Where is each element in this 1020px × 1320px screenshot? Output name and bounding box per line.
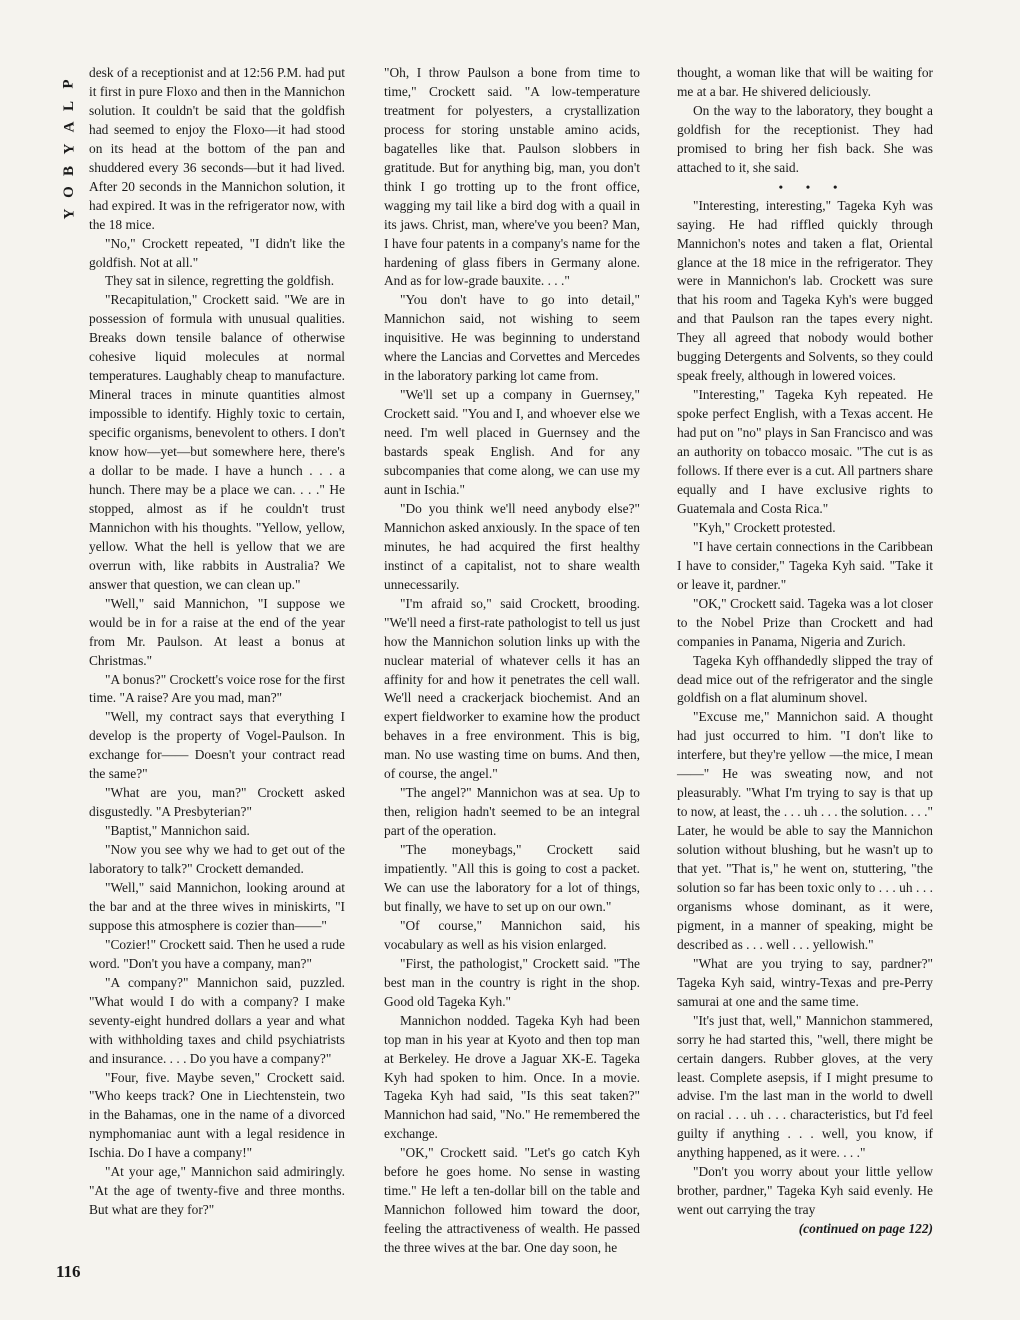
paragraph: "Cozier!" Crockett said. Then he used a rude word. "Don't you have a company, man?": [89, 936, 345, 971]
paragraph: "Four, five. Maybe seven," Crockett said. "Who keeps track? One in Liechtenstein, two in the Bahamas, one in the name of a divorced nymphomaniac aunt with a legal residence in Ischia. Do I have a company!": [89, 1069, 345, 1161]
text-column-1: [89, 64, 345, 1220]
paragraph: "Excuse me," Mannichon said. A thought had just occurred to him. "I don't like to interfere, but they're yellow —the mice, I mean——" He was sweating now, and not pleasurably. "What I'm trying to say is that up to now, at least, the . . . uh . . . the solution. . . ." Later, he would be able to say the Mannichon solution without blushing, but he wasn't up to that yet. "That is," he went on, stuttering, "the solution so far has been toxic only to . . . uh . . . organisms whose dominant, as it were, pigment, in a manner of speaking, might be described as . . . well . . . yellowish.": [677, 709, 933, 952]
paragraph: "It's just that, well," Mannichon stammered, sorry he had started this, "well, there might be certain dangers. Rubber gloves, at the very least. Complete asepsis, if I might presume to advise. I'm the last man in the world to dwell on racial . . . uh . . . characteristics, but I'd feel guilty if anything . . . well, you know, if anything happened, as it were. . . .": [677, 1012, 933, 1161]
paragraph: Mannichon nodded. Tageka Kyh had been top man in his year at Kyoto and then top man at Berkeley. He drove a Jaguar XK-E. Tageka Kyh had spoken to him. Once. In a movie. Tageka Kyh had said, "Is this seat taken?" Mannichon had said, "No." He remembered the exchange.: [384, 1012, 640, 1142]
paragraph: "Interesting," Tageka Kyh repeated. He spoke perfect English, with a Texas accent. He had put on "no" plays in San Francisco and was an authority on tobacco mosaic. "The cut is as follows. If there ever is a cut. All partners share equally and I have exclusive rights to Guatemala and Costa Rica.": [677, 387, 933, 516]
paragraph: "Kyh," Crockett protested.: [693, 519, 836, 535]
paragraph: "First, the pathologist," Crockett said. "The best man in the country is right in the shop. Good old Tageka Kyh.": [384, 955, 640, 1009]
page-number: 116: [56, 1262, 81, 1281]
paragraph: "Interesting, interesting," Tageka Kyh was saying. He had riffled quickly through Mannichon's notes and taken a flat, Oriental glance at the 18 mice in the refrigerator. They were in Mannichon's lab. Crockett was sure that his room and Tageka Kyh's were bugged and that Paulson ran the tapes every night. They all agreed that nobody would bother bugging Detergents and Solvents, so they could speak freely, although in lowered voices.: [677, 197, 933, 384]
running-head-letter: A: [61, 121, 77, 133]
running-head-letter: L: [60, 100, 77, 111]
paragraph: "What are you, man?" Crockett asked disgustedly. "A Presbyterian?": [89, 785, 345, 820]
continued-note: (continued on page 122): [798, 1221, 933, 1237]
paragraph: thought, a woman like that will be waiting for me at a bar. He shivered deliciously.: [677, 65, 933, 99]
paragraph: "OK," Crockett said. Tageka was a lot closer to the Nobel Prize than Crockett and had companies in Panama, Nigeria and Zurich.: [677, 595, 933, 649]
paragraph: "Oh, I throw Paulson a bone from time to time," Crockett said. "A low-temperature treatment for polyesters, a crystallization process for storing unstable amino acids, bagatelles like that. Paulson slobbers in gratitude. But for anything big, man, you don't think I go trotting up to the front office, wagging my tail like a bird dog with a quail in its jaws. Christ, man, where've you been? Man, I have four patents in a company's name for the hardening of glass fibers in Germany alone. And as for low-grade bauxite. . . .": [384, 65, 640, 289]
paragraph: "Don't you worry about your little yellow brother, pardner," Tageka Kyh said evenly. He went out carrying the tray: [677, 1164, 933, 1218]
paragraph: "Recapitulation," Crockett said. "We are in possession of formula with unusual qualities. Breaks down tensile balance of otherwise cohesive liquid molecules at normal temperatures. Laughably cheap to manufacture. Mineral traces in minute quantities almost impossible to identify. Highly toxic to certain, specific organisms, benevolent to others. I don't know how—yet—but somewhere here, there's a dollar to be made. I have a hunch . . . a hunch. There may be a place we can. . . ." He stopped, almost as if he couldn't trust Mannichon with his thoughts. "Yellow, yellow, yellow. What the hell is yellow that we are overrun with, like rabbits in Australia? We answer that question, we can clean up.": [89, 292, 345, 592]
paragraph: "Now you see why we had to get out of the laboratory to talk?" Crockett demanded.: [89, 842, 345, 877]
paragraph: "The angel?" Mannichon was at sea. Up to then, religion hadn't seemed to be an integral part of the operation.: [384, 785, 640, 839]
running-head: [58, 74, 80, 224]
paragraph: "Baptist," Mannichon said.: [105, 823, 250, 839]
paragraph: On the way to the laboratory, they bought a goldfish for the receptionist. They had promised to bring her fish back. She was attached to it, she said.: [677, 102, 933, 175]
paragraph: "We'll set up a company in Guernsey," Crockett said. "You and I, and whoever else we need. I'm well placed in Guernsey and the bastards speak English. And for any subcompanies that come along, we can use my aunt in Ischia.": [384, 387, 640, 497]
paragraph: "A bonus?" Crockett's voice rose for the first time. "A raise? Are you mad, man?": [89, 671, 345, 706]
section-break: • • •: [778, 179, 848, 194]
paragraph: "A company?" Mannichon said, puzzled. "What would I do with a company? I make seventy-eight hundred dollars a year and what with withholding taxes and child psychiatrists and insurance. . . . Do you have a company?": [89, 974, 345, 1066]
paragraph: "I'm afraid so," said Crockett, brooding. "We'll need a first-rate pathologist to tell us just how the Mannichon solution links up with the nuclear material of whatever cells it has an affinity for and how it penetrates the cell wall. We'll need a crackerjack biochemist. And an expert fieldworker to examine how the product behaves in a free environment. This is big, man. No use wasting time on bums. And then, of course, the angel.": [384, 595, 640, 782]
paragraph: "Well, my contract says that everything I develop is the property of Vogel-Paulson. In exchange for—— Doesn't your contract read the same?": [89, 709, 345, 782]
paragraph: "The moneybags," Crockett said impatiently. "All this is going to cost a packet. We can use the laboratory for a lot of things, but finally, we have to set up on our own.": [384, 842, 640, 914]
paragraph: "You don't have to go into detail," Mannichon said, not wishing to seem inquisitive. He was beginning to understand where the Lancias and Corvettes and Mercedes in the laboratory parking lot came from.: [384, 292, 640, 384]
running-head-letter: O: [60, 186, 77, 199]
paragraph: "Do you think we'll need anybody else?" Mannichon asked anxiously. In the space of ten minutes, he had acquired the first healthy instinct of a capitalist, not to share wealth unnecessarily.: [384, 500, 640, 592]
paragraph: "At your age," Mannichon said admiringly. "At the age of twenty-five and three months. But what are they for?": [89, 1164, 345, 1218]
paragraph: "Well," said Mannichon, looking around at the bar and at the three wives in miniskirts, "I suppose this atmosphere is cozier than——": [89, 879, 345, 933]
running-head-letter: P: [60, 79, 77, 89]
paragraph: "What are you trying to say, pardner?" Tageka Kyh said, wintry-Texas and pre-Perry samurai at one and the same time.: [677, 955, 933, 1009]
paragraph: They sat in silence, regretting the goldfish.: [105, 273, 335, 289]
paragraph: Tageka Kyh offhandedly slipped the tray of dead mice out of the refrigerator and the single goldfish on a flat aluminum shovel.: [677, 652, 933, 706]
text-column-3: [677, 64, 933, 1239]
paragraph: desk of a receptionist and at 12:56 P.M. had put it first in pure Floxo and then in the Mannichon solution. It couldn't be said that the goldfish had seemed to enjoy the Floxo—it had stood on its head at the bottom of the pan and shuddered every 36 seconds—but it had lived. After 20 seconds in the Mannichon solution, it had expired. It was in the refrigerator now, with the 18 mice.: [89, 65, 345, 232]
paragraph: "Of course," Mannichon said, his vocabulary as well as his vision enlarged.: [384, 917, 640, 952]
paragraph: "Well," said Mannichon, "I suppose we would be in for a raise at the end of the year from Mr. Paulson. At least a bonus at Christmas.": [89, 595, 345, 668]
text-column-2: [384, 64, 640, 1258]
running-head-letter: B: [60, 165, 77, 176]
running-head-letter: Y: [61, 208, 77, 220]
running-head-letter: Y: [61, 143, 77, 155]
paragraph: "I have certain connections in the Caribbean I have to consider," Tageka Kyh said. "Take it or leave it, pardner.": [677, 538, 933, 592]
paragraph: "No," Crockett repeated, "I didn't like the goldfish. Not at all.": [89, 235, 345, 270]
paragraph: "OK," Crockett said. "Let's go catch Kyh before he goes home. No sense in wasting time." He left a ten-dollar bill on the table and Mannichon followed him toward the door, feeling the attractiveness of wealth. He passed the three wives at the bar. One day soon, he: [384, 1145, 640, 1256]
